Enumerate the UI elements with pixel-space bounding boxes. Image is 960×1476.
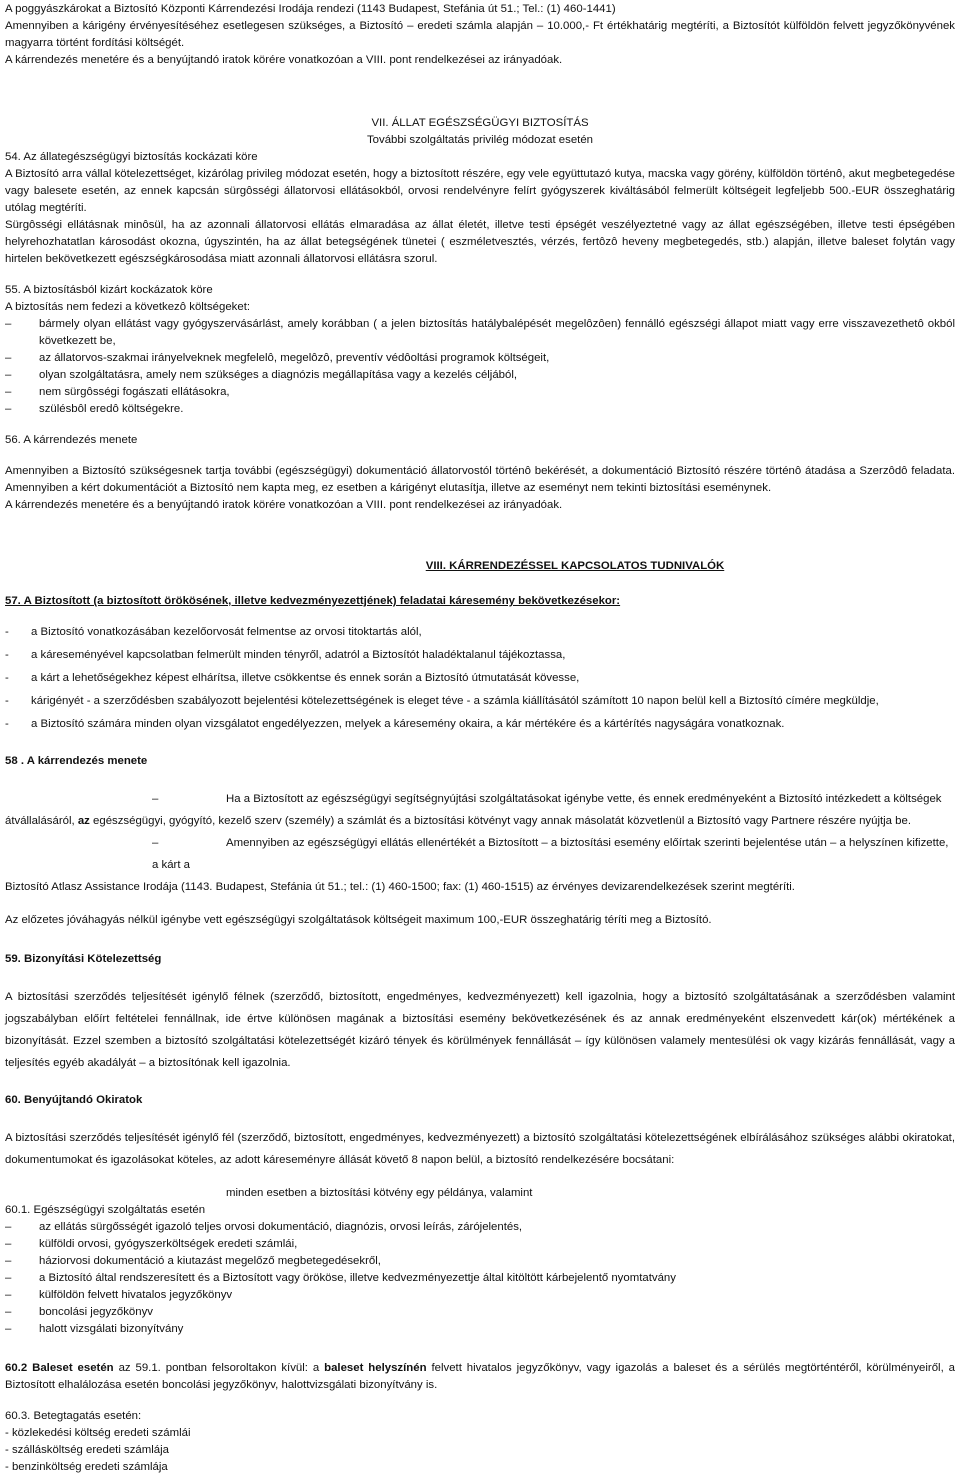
p601-list xyxy=(5,1219,955,1338)
list-item: – a Biztosító által rendszeresített és a Biztosított vagy örököse, illetve kedvezményezettje által kitöltött kárbejelentő nyomtatvány xyxy=(5,1272,676,1284)
list-item: – halott vizsgálati bizonyítvány xyxy=(5,1323,184,1335)
p58-paragraph-a: – Ha a Biztosított az egészségügyi segítségnyújtási szolgáltatásokat igénybe vette, és ennek eredményeként a Biztosító intézkedett a költségek átvállalásáról, az egészségügyi, gyógyító, kezelő szerv (személy) a számlát és a biztosítási kötvényt vagy annak másolatát közvetlenül a Biztosító vagy Partnere részére nyújtja be. xyxy=(5,793,942,827)
document-page xyxy=(5,0,955,1476)
p603-title: 60.3. Betegtagatás esetén: xyxy=(5,1410,142,1422)
p58-paragraph-b: – Amennyiben az egészségügyi ellátás ellenértékét a Biztosított – a biztosítási esemény előírtak szerinti bejelentése után – a helyszínen kifizette, a kárt a Biztosító Atlasz Assistance Irodája (1143. Budapest, Stefánia út 51.; tel.: (1) 460-1500; fax: (1) 460-1515) az érvényes devizarendelkezések szerint megtéríti. xyxy=(5,837,949,893)
p58-title: 58 . A kárrendezés menete xyxy=(5,755,148,767)
list-item: - közlekedési költség eredeti számlái xyxy=(5,1427,191,1439)
p55-intro: A biztosítás nem fedezi a következô költségeket: xyxy=(5,301,251,313)
intro-line-1: A poggyászkárokat a Biztosító Központi Kárrendezési Irodája rendezi (1143 Budapest, Stefánia út 51.; Tel.: (1) 460-1441) xyxy=(5,3,616,15)
p55-title: 55. A biztosításból kizárt kockázatok köre xyxy=(5,284,213,296)
p602-text: 60.2 Baleset esetén az 59.1. pontban felsoroltakon kívül: a baleset helyszínén felvett hivatalos jegyzőkönyv, vagy igazolás a baleset és a sérülés megtörténtéről, körülményeiről, a Biztosított elhalálozása esetén boncolási jegyzőkönyv, halottvizsgálati bizonyítvány is. xyxy=(5,1362,956,1391)
p54-text-2: Sürgôsségi ellátásnak minôsül, ha az azonnali állatorvosi ellátás elmaradása az állat életét, illetve testi épségét veszélyeztetné vagy az állat egészségében, illetve testi épségében helyrehozhatatlan károsodást okozna, úgyszintén, ha az állat betegségének tünetei ( eszméletvesztés, vérzés, fertôzô heveny megbetegedés, stb.) alapján, illetve baleset folytán vagy hirtelen bekövetkezett egészségkárosodása miatt azonnali állatorvosi ellátásra szorul. xyxy=(5,219,955,265)
p56-title: 56. A kárrendezés menete xyxy=(5,434,138,446)
list-item: – boncolási jegyzőkönyv xyxy=(5,1306,153,1318)
list-item: – az állatorvos-szakmai irányelveknek megfelelô, megelôzô, preventív védôoltási programok költségeit, xyxy=(5,352,550,364)
p56-text: Amennyiben a Biztosító szükségesnek tartja további (egészségügyi) dokumentáció állatorvostól történô bekérését, a dokumentáció Biztosító részére történô átadása a Szerzôdô feladata. Amennyiben a kért dokumentációt a Biztosító nem kapta meg, ez esetben a kárigényt elutasítja, illetve az eseményt nem tekinti biztosítási eseménynek. xyxy=(5,465,955,494)
section-8-title: VIII. KÁRRENDEZÉSSEL KAPCSOLATOS TUDNIVALÓK xyxy=(425,560,725,572)
intro-line-2: Amennyiben a kárigény érvényesítéséhez esetlegesen szükséges, a Biztosító – eredeti számla alapján – 10.000,- Ft értékhatárig megtéríti, a Biztosítót külföldön felvett jegyzőkönyvének magyarra történt fordítási költségét. xyxy=(5,20,955,49)
list-item: – bármely olyan ellátást vagy gyógyszervásárlást, amely korábban ( a jelen biztosítás hatálybalépését megelôzôen) fennálló egészségi állapot miatt vagy erre visszavezethetô okból következett be, xyxy=(5,318,955,347)
list-item: - kárigényét - a szerződésben szabályozott bejelentési kötelezettségének is eleget téve - a számla kiállításától számított 10 napon belül kell a Biztosító címére megküldje, xyxy=(5,695,879,707)
list-item: - benzinköltség eredeti számlája xyxy=(5,1461,168,1473)
p59-text: A biztosítási szerződés teljesítését igénylő félnek (szerződő, biztosított, engedményes, kedvezményezett) kell igazolnia, hogy a biztosító szolgáltatásának a szerződésben valamint jogszabályban előírt feltételei fennállnak, ide értve különösen magának a biztosítási esemény bekövetkezésének és az annak eredményeként elszenvedett kár(ok) mértékének a bizonyítását. Ezzel szemben a biztosító szolgáltatási kötelezettségét kizáró tények és körülmények fennállását – így különösen valamely mentesülési ok vagy kizárás fennállását, vagy a teljesítés egyéb akadályát – a biztosítónak kell igazolnia. xyxy=(5,991,955,1069)
list-item: – az ellátás sürgősségét igazoló teljes orvosi dokumentáció, diagnózis, orvosi leírás, zárójelentés, xyxy=(5,1221,523,1233)
list-item: - a káreseményével kapcsolatban felmerült minden tényről, adatról a Biztosítót haladéktalanul tájékoztassa, xyxy=(5,649,566,661)
list-item: - szállásköltség eredeti számlája xyxy=(5,1444,169,1456)
section-7-subtitle: További szolgáltatás privilég módozat esetén xyxy=(366,134,594,146)
list-item: – külföldön felvett hivatalos jegyzőkönyv xyxy=(5,1289,233,1301)
list-item: – nem sürgôsségi fogászati ellátásokra, xyxy=(5,386,230,398)
p56-text-2: A kárrendezés menetére és a benyújtandó iratok körére vonatkozóan a VIII. pont rendelkezései az irányadóak. xyxy=(5,499,563,511)
section-7-title: VII. ÁLLAT EGÉSZSÉGÜGYI BIZTOSÍTÁS xyxy=(371,117,589,129)
list-item: – szülésbôl eredô költségekre. xyxy=(5,403,184,415)
p60-always: minden esetben a biztosítási kötvény egy példánya, valamint xyxy=(226,1187,533,1199)
p57-title: 57. A Biztosított (a biztosított örökösének, illetve kedvezményezettjének) feladatai káresemény bekövetkezésekor: xyxy=(5,595,621,607)
p60-text: A biztosítási szerződés teljesítését igénylő fél (szerződő, biztosított, engedményes, kedvezményezett) a biztosító szolgáltatási kötelezettségének elbírálásához szükséges alábbi okiratokat, dokumentumokat és igazolásokat köteles, az adott káreseményre állását követő 8 napon belül, a biztosító rendelkezésére bocsátani: xyxy=(5,1132,955,1166)
p55-list xyxy=(5,316,955,418)
list-item: - a kárt a lehetőségekhez képest elhárítsa, illetve csökkentse és ennek során a Biztosító útmutatását kövesse, xyxy=(5,672,580,684)
list-item: – háziorvosi dokumentáció a kiutazást megelőző megbetegedésekről, xyxy=(5,1255,381,1267)
list-item: - a Biztosító vonatkozásában kezelőorvosát felmentse az orvosi titoktartás alól, xyxy=(5,626,422,638)
p57-list xyxy=(5,624,955,733)
p58-paragraph-c: Az előzetes jóváhagyás nélkül igénybe vett egészségügyi szolgáltatások költségeit maximum 100,-EUR összeghatárig téríti meg a Biztosító. xyxy=(5,914,712,926)
p54-title: 54. Az állategészségügyi biztosítás kockázati köre xyxy=(5,151,258,163)
list-item: – olyan szolgáltatásra, amely nem szükséges a diagnózis megállapítása vagy a kezelés céljából, xyxy=(5,369,518,381)
list-item: - a Biztosító számára minden olyan vizsgálatot engedélyezzen, melyek a káresemény okaira, a kár mértékére és a kártérítés nagyságára vonatkoznak. xyxy=(5,718,785,730)
intro-line-3: A kárrendezés menetére és a benyújtandó iratok körére vonatkozóan a VIII. pont rendelkezései az irányadóak. xyxy=(5,54,563,66)
p60-title: 60. Benyújtandó Okiratok xyxy=(5,1094,143,1106)
p54-text: A Biztosító arra vállal kötelezettséget, kizárólag privileg módozat esetén, hogy a biztosított részére, egy vele együttutazó kutya, macska vagy görény, külföldön történô, akut megbetegedése vagy balesete esetén, az ennek kapcsán sürgôsségi állatorvosi ellátásokból, orvosi rendelvényre felírt gyógyszerek kiváltásából felmerült költségeit legfeljebb 500.-EUR összeghatárig utólag megtéríti. xyxy=(5,168,955,214)
p601-title: 60.1. Egészségügyi szolgáltatás esetén xyxy=(5,1204,206,1216)
list-item: – külföldi orvosi, gyógyszerköltségek eredeti számlái, xyxy=(5,1238,298,1250)
p59-title: 59. Bizonyítási Kötelezettség xyxy=(5,953,162,965)
